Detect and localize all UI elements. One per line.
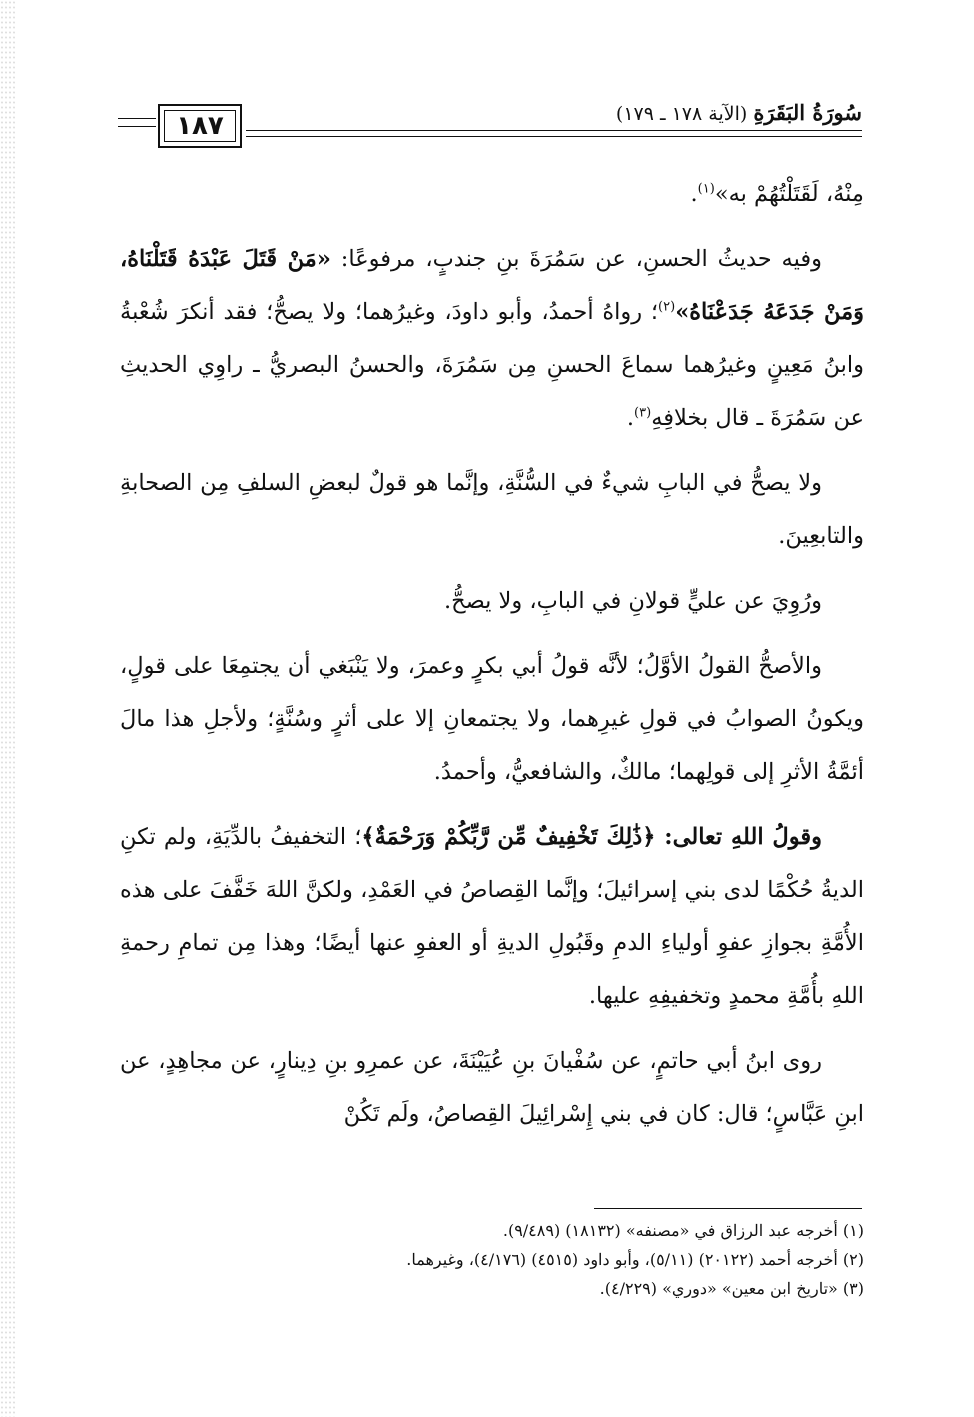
header-rule-left-top (118, 118, 156, 119)
paragraph-3 (120, 457, 864, 563)
quran-verse: ﴿ذَٰلِكَ تَخْفِيفٌ مِّن رَّبِّكُمْ وَرَحْمَةٌ﴾ (361, 824, 656, 850)
footnote-2: (٢) أخرجه أحمد (٢٠١٢٢) (٥/١١)، وأبو داود (٤٥١٥) (٤/١٧٦)، وغيرهما. (406, 1250, 864, 1269)
ayah-range: (الآية ١٧٨ ـ ١٧٩) (615, 103, 748, 125)
text-run: روى ابنُ أبي حاتمٍ، عن سُفْيانَ بنِ عُيَيْنَةَ، عن عمرِو بنِ دِينارٍ، عن مجاهِدٍ، عن ابنِ عَبَّاسٍ؛ قال: كان في بني إِسْرائِيلَ القِصاصُ، ولَم تَكُنْ (120, 1048, 864, 1127)
page-header (118, 100, 862, 152)
text-run: والأصحُّ القولُ الأوَّلُ؛ لأنَّه قولُ أبي بكرٍ وعمرَ، ولا يَنْبَغي أن يجتمِعَا على قولٍ، ويكونُ الصوابُ في قولِ غيرِهما، ولا يجتمعانِ إلا على أثرٍ وسُنَّةٍ؛ ولأجلِ هذا مالَ أئمَّةُ الأثرِ إلى قولِهما؛ مالكٌ، والشافعيُّ، وأحمدُ. (120, 653, 864, 785)
text-run: مِنْهُ، لَقَتَلْتُهُمْ به» (714, 181, 864, 207)
text-run: ورُوِيَ عن عليٍّ قولانِ في البابِ، ولا يصحُّ. (443, 588, 822, 614)
header-rule-right-bottom (246, 136, 862, 137)
paragraph-7 (120, 1035, 864, 1141)
text-run: ولا يصحُّ في البابِ شيءٌ في السُّنَّةِ، وإنَّما هو قولٌ لبعضِ السلفِ مِن الصحابةِ والتابعِينَ. (120, 470, 864, 549)
text-run: ؛ رواهُ أحمدُ، وأبو داودَ، وغيرُهما؛ ولا يصحُّ؛ فقد أنكرَ شُعْبةُ وابنُ مَعِينٍ وغيرُهما سماعَ الحسنِ مِن سَمُرَةَ، والحسنُ البصريُّ ـ راوِي الحديثِ عن سَمُرَةَ ـ قال بخلافِهِ (120, 299, 864, 431)
text-run: . (690, 181, 698, 207)
header-rule-left-bottom (118, 126, 156, 127)
paragraph-5 (120, 640, 864, 799)
footnote-1: (١) أخرجه عبد الرزاق في «مصنفه» (١٨١٣٢) (٩/٤٨٩). (502, 1221, 864, 1240)
main-text (120, 168, 864, 1153)
text-run: وفيه حديثُ الحسنِ، عن سَمُرَةَ بنِ جندبٍ، مرفوعًا: (330, 246, 822, 272)
text-run: «مَنْ قَتَلَ عَبْدَهُ قَتَلْنَاهُ، وَمَنْ جَدَعَهُ جَدَعْنَاهُ» (120, 246, 864, 325)
footnote-separator (594, 1208, 862, 1209)
page-number-box (158, 104, 242, 148)
footnotes (120, 1216, 864, 1303)
footnote-ref: (٣) (634, 405, 652, 421)
paragraph-4 (120, 575, 864, 628)
text-run: وقولُ اللهِ تعالى: (655, 824, 822, 850)
paragraph-1 (120, 168, 864, 221)
scan-edge-noise (0, 0, 16, 1417)
footnote-ref: (١) (697, 181, 715, 197)
paragraph-2 (120, 233, 864, 445)
text-run: . (626, 405, 635, 431)
header-rule-right-top (246, 130, 862, 131)
footnote-ref: (٢) (658, 299, 676, 315)
running-title (616, 100, 862, 125)
footnote-3: (٣) «تاريخ ابن معين» «دوري» (٤/٢٢٩). (599, 1279, 864, 1298)
text-run: ؛ التخفيفُ بالدِّيَةِ، ولم تكنِ الديةُ حُكْمًا لدى بني إسرائيلَ؛ وإنَّما القِصاصُ في العَمْدِ، ولكنَّ اللهَ خَفَّفَ على هذه الأُمَّةِ بجوازِ عفوِ أولياءِ الدمِ وقَبُولِ الديةِ أو العفوِ عنها أيضًا؛ وهذا مِن تمامِ رحمةِ اللهِ بأُمَّةِ محمدٍ وتخفيفِهِ عليها. (120, 824, 864, 1009)
page-number: ١٨٧ (164, 110, 236, 142)
paragraph-6 (120, 811, 864, 1023)
surah-name: سُورَةُ البَقَرَةِ (753, 100, 862, 125)
